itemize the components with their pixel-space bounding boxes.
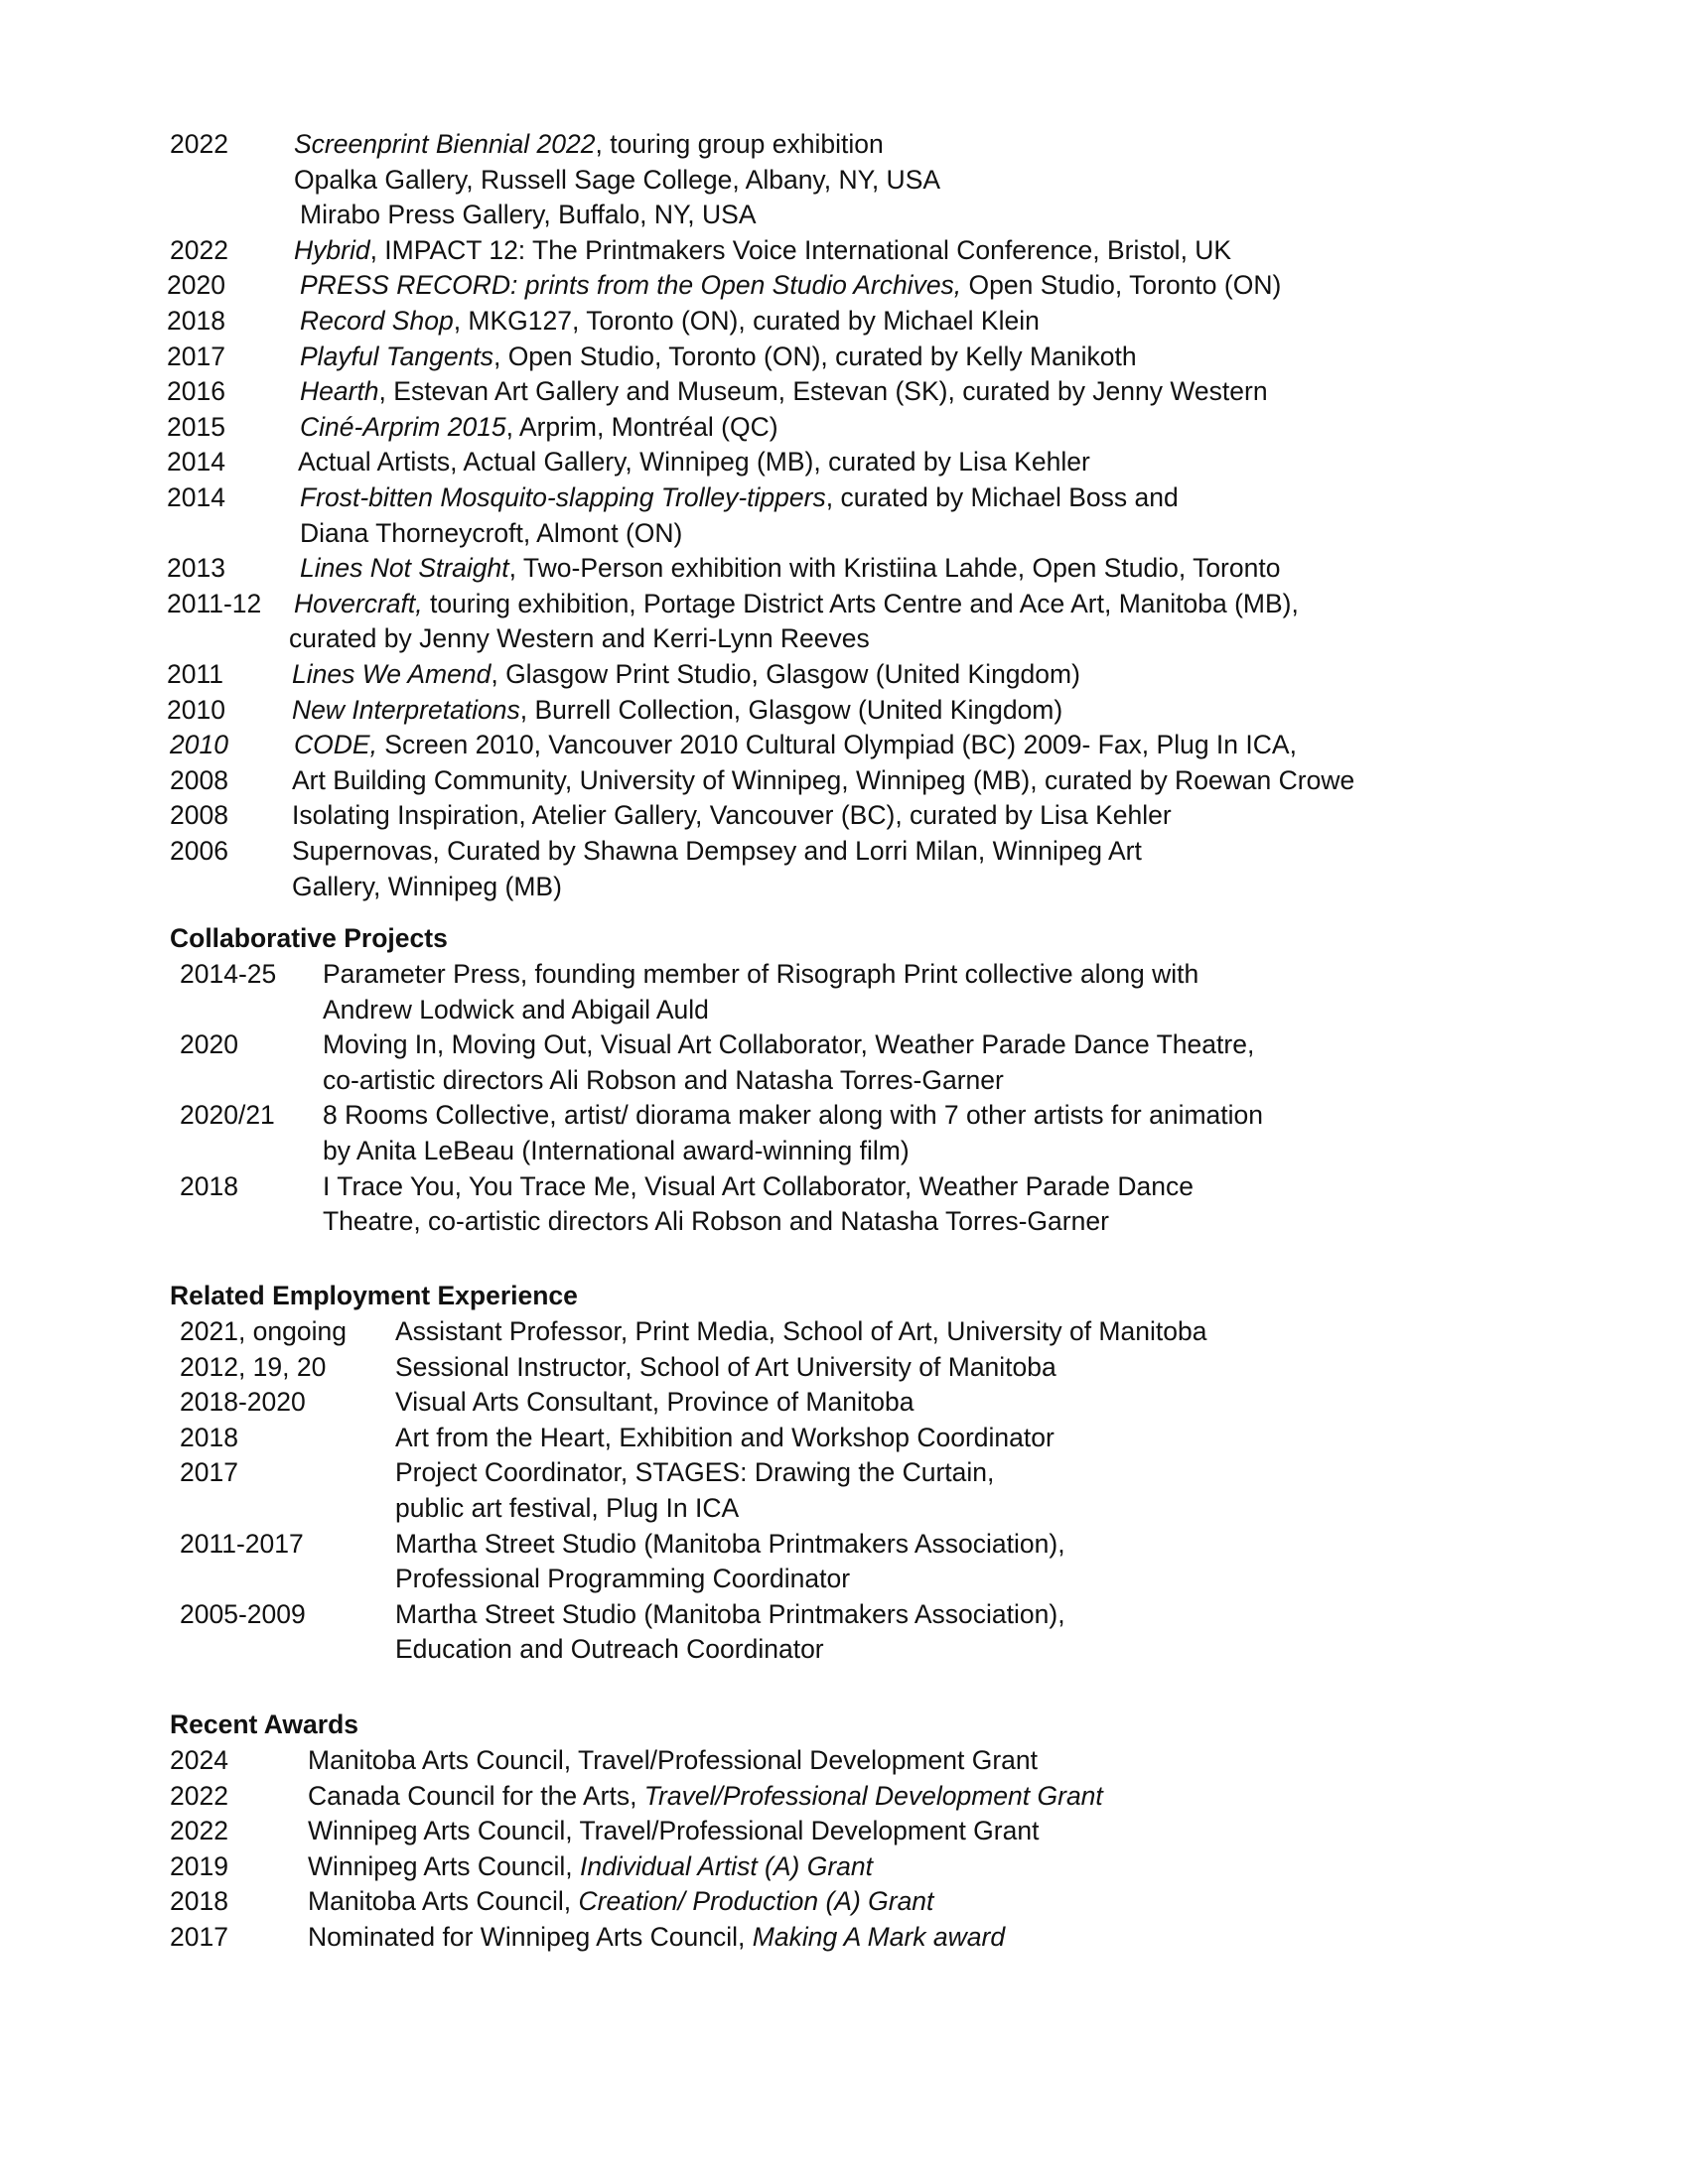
award-line [308, 1849, 873, 1885]
employment-line: Martha Street Studio (Manitoba Printmakers Association), [395, 1528, 1065, 1559]
exhibition-year: 2006 [170, 836, 228, 866]
exhibition-year: 2018 [167, 306, 225, 336]
collaborative-line: Parameter Press, founding member of Risograph Print collective along with [323, 959, 1199, 989]
italic-title: Lines Not Straight [300, 553, 509, 584]
exhibition-year: 2013 [167, 553, 225, 584]
italic-title: Hearth [300, 376, 379, 407]
exhibition-year: 2015 [167, 411, 225, 442]
exhibition-line [300, 268, 1281, 304]
exhibition-line [289, 621, 870, 657]
exhibition-year: 2011-12 [167, 588, 262, 618]
italic-title: Creation/ Production (A) Grant [578, 1886, 934, 1917]
award-line [308, 1814, 1039, 1849]
exhibition-line [300, 410, 778, 446]
collaborative-year: 2020/21 [180, 1100, 275, 1131]
entry-text: Mirabo Press Gallery, Buffalo, NY, USA [300, 200, 757, 230]
exhibition-line [292, 763, 1354, 799]
employment-line: Education and Outreach Coordinator [395, 1634, 824, 1665]
entry-text: , IMPACT 12: The Printmakers Voice International Conference, Bristol, UK [369, 234, 1232, 265]
employment-line: Assistant Professor, Print Media, School of Art, University of Manitoba [395, 1316, 1207, 1346]
employment-line: Sessional Instructor, School of Art University of Manitoba [395, 1351, 1056, 1382]
entry-text: Open Studio, Toronto (ON) [961, 270, 1282, 301]
award-line [308, 1920, 1005, 1956]
entry-text: Opalka Gallery, Russell Sage College, Albany, NY, USA [294, 164, 941, 195]
entry-text: Winnipeg Arts Council, Travel/Professional Development Grant [308, 1816, 1040, 1846]
italic-title: Frost-bitten Mosquito-slapping Trolley-tippers [300, 482, 826, 512]
collaborative-heading: Collaborative Projects [170, 923, 448, 953]
exhibition-year: 2014 [167, 482, 225, 512]
italic-title: Lines We Amend [292, 659, 492, 689]
exhibition-line [294, 728, 1297, 763]
employment-line: Martha Street Studio (Manitoba Printmakers Association), [395, 1598, 1065, 1629]
entry-text: Nominated for Winnipeg Arts Council, [308, 1922, 753, 1952]
entry-text: , curated by Michael Boss and [825, 482, 1179, 512]
employment-year: 2011-2017 [180, 1528, 304, 1559]
entry-text: touring exhibition, Portage District Arts Centre and Ace Art, Manitoba (MB), [422, 588, 1299, 618]
exhibition-year: 2010 [170, 730, 228, 760]
entry-text: Winnipeg Arts Council, [308, 1850, 580, 1881]
employment-year: 2021, ongoing [180, 1316, 347, 1346]
award-year: 2017 [170, 1922, 228, 1952]
employment-line: Visual Arts Consultant, Province of Manitoba [395, 1387, 914, 1418]
entry-text: , Burrell Collection, Glasgow (United Kingdom) [519, 694, 1063, 725]
exhibition-line [294, 587, 1299, 622]
employment-year: 2012, 19, 20 [180, 1351, 327, 1382]
exhibition-line [292, 657, 1080, 693]
award-year: 2024 [170, 1745, 228, 1775]
employment-year: 2017 [180, 1457, 238, 1488]
exhibition-year: 2008 [170, 764, 228, 795]
exhibition-year: 2010 [167, 694, 225, 725]
exhibition-line [298, 445, 1090, 480]
exhibition-year: 2017 [167, 341, 225, 371]
italic-title: Ciné-Arprim 2015 [300, 411, 506, 442]
exhibition-line [292, 834, 1142, 870]
exhibition-line [300, 480, 1179, 516]
employment-line: Project Coordinator, STAGES: Drawing the Curtain, [395, 1457, 995, 1488]
italic-title: Hovercraft, [294, 588, 423, 618]
exhibition-year: 2020 [167, 270, 225, 301]
entry-text: Canada Council for the Arts, [308, 1780, 644, 1811]
exhibition-year: 2008 [170, 800, 228, 831]
awards-heading: Recent Awards [170, 1709, 358, 1739]
entry-text: Actual Artists, Actual Gallery, Winnipeg (MB), curated by Lisa Kehler [298, 447, 1090, 478]
entry-text: Art Building Community, University of Winnipeg, Winnipeg (MB), curated by Roewan Crowe [292, 764, 1355, 795]
entry-text: , Estevan Art Gallery and Museum, Estevan (SK), curated by Jenny Western [378, 376, 1268, 407]
exhibition-line [292, 798, 1172, 834]
italic-title: Travel/Professional Development Grant [643, 1780, 1103, 1811]
award-year: 2018 [170, 1886, 228, 1917]
italic-title: Hybrid [294, 234, 370, 265]
entry-text: , Arprim, Montréal (QC) [505, 411, 778, 442]
entry-text: Manitoba Arts Council, Travel/Professional Development Grant [308, 1745, 1038, 1775]
award-line [308, 1884, 933, 1920]
collaborative-year: 2018 [180, 1170, 238, 1201]
entry-text: Diana Thorneycroft, Almont (ON) [300, 517, 683, 548]
entry-text: curated by Jenny Western and Kerri-Lynn Reeves [289, 623, 870, 654]
italic-title: CODE, [294, 730, 377, 760]
entry-text: Manitoba Arts Council, [308, 1886, 579, 1917]
exhibition-line [292, 693, 1062, 729]
exhibition-line [294, 163, 940, 199]
entry-text: , touring group exhibition [595, 129, 884, 159]
italic-title: PRESS RECORD: prints from the Open Studio Archives, [300, 270, 962, 301]
employment-year: 2005-2009 [180, 1598, 306, 1629]
award-line [308, 1743, 1038, 1779]
collaborative-year: 2020 [180, 1029, 238, 1060]
exhibition-line [300, 304, 1040, 340]
exhibition-line [294, 127, 884, 163]
exhibition-line [300, 516, 682, 552]
entry-text: , Glasgow Print Studio, Glasgow (United Kingdom) [491, 659, 1080, 689]
award-year: 2022 [170, 1816, 228, 1846]
collaborative-year: 2014-25 [180, 959, 277, 989]
italic-title: Individual Artist (A) Grant [579, 1850, 874, 1881]
exhibition-line [294, 233, 1231, 269]
exhibition-line [292, 870, 562, 905]
employment-line: Art from the Heart, Exhibition and Workshop Coordinator [395, 1422, 1055, 1452]
collaborative-line: by Anita LeBeau (International award-winning film) [323, 1136, 910, 1165]
entry-text: Gallery, Winnipeg (MB) [292, 871, 562, 901]
entry-text: , MKG127, Toronto (ON), curated by Michael Klein [453, 306, 1040, 336]
award-year: 2022 [170, 1780, 228, 1811]
employment-heading: Related Employment Experience [170, 1281, 578, 1310]
collaborative-line: Moving In, Moving Out, Visual Art Collaborator, Weather Parade Dance Theatre, [323, 1029, 1255, 1060]
exhibition-line [300, 551, 1280, 587]
entry-text: Screen 2010, Vancouver 2010 Cultural Olympiad (BC) 2009- Fax, Plug In ICA, [376, 730, 1297, 760]
entry-text: Supernovas, Curated by Shawna Dempsey and Lorri Milan, Winnipeg Art [292, 836, 1142, 866]
italic-title: New Interpretations [292, 694, 520, 725]
collaborative-line: co-artistic directors Ali Robson and Natasha Torres-Garner [323, 1064, 1004, 1095]
italic-title: Record Shop [300, 306, 454, 336]
exhibition-year: 2022 [170, 234, 228, 265]
employment-line: public art festival, Plug In ICA [395, 1493, 740, 1523]
exhibition-year: 2022 [170, 129, 228, 159]
italic-title: Making A Mark award [752, 1922, 1006, 1952]
exhibition-year: 2016 [167, 376, 225, 407]
exhibition-line [300, 374, 1268, 410]
award-line [308, 1779, 1103, 1815]
entry-text: , Open Studio, Toronto (ON), curated by Kelly Manikoth [492, 341, 1137, 371]
employment-year: 2018 [180, 1422, 238, 1452]
employment-year: 2018-2020 [180, 1387, 306, 1418]
collaborative-line: Theatre, co-artistic directors Ali Robson and Natasha Torres-Garner [323, 1206, 1109, 1237]
exhibition-year: 2014 [167, 447, 225, 478]
exhibition-line [300, 340, 1137, 375]
collaborative-line: Andrew Lodwick and Abigail Auld [323, 994, 709, 1024]
exhibition-line [300, 198, 757, 233]
entry-text: Isolating Inspiration, Atelier Gallery, Vancouver (BC), curated by Lisa Kehler [292, 800, 1172, 831]
entry-text: , Two-Person exhibition with Kristiina Lahde, Open Studio, Toronto [508, 553, 1281, 584]
collaborative-line: I Trace You, You Trace Me, Visual Art Collaborator, Weather Parade Dance [323, 1170, 1194, 1201]
collaborative-line: 8 Rooms Collective, artist/ diorama maker along with 7 other artists for animation [323, 1100, 1264, 1131]
italic-title: Screenprint Biennial 2022 [294, 129, 596, 159]
italic-title: Playful Tangents [300, 341, 493, 371]
employment-line: Professional Programming Coordinator [395, 1564, 851, 1594]
award-year: 2019 [170, 1850, 228, 1881]
exhibition-year: 2011 [167, 659, 223, 689]
